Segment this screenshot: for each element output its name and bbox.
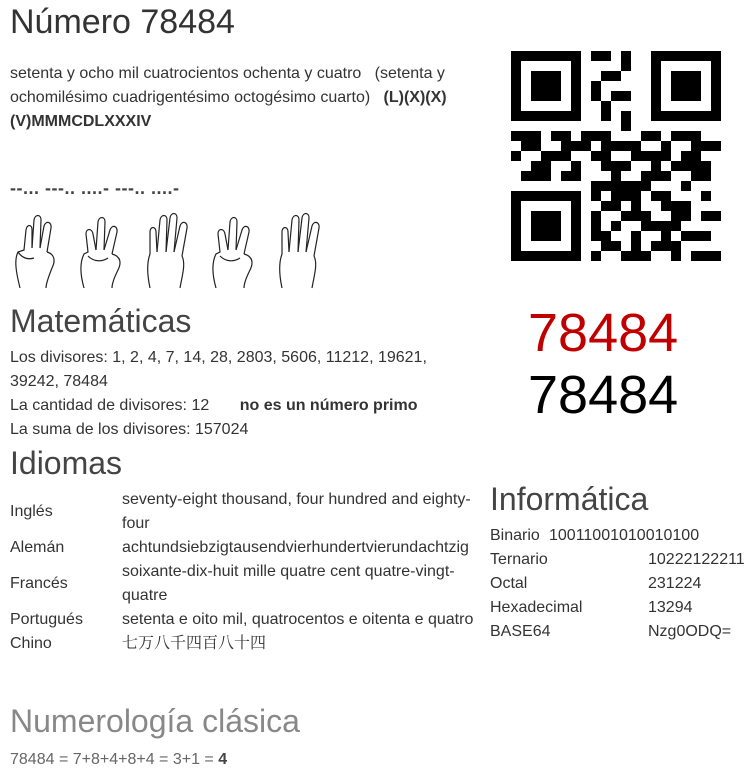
numerology-result: 4 [218, 751, 228, 768]
divisor-sum: La suma de los divisores: 157024 [10, 421, 249, 438]
prime-status: no es un número primo [239, 397, 418, 414]
base-label: Ternario [490, 551, 548, 568]
base-label: Binario [490, 527, 540, 544]
hand-digit-icon [76, 212, 126, 290]
language-row [10, 560, 480, 608]
language-text: 七万八千四百八十四 [122, 635, 267, 652]
language-text: setenta e oito mil, quatrocentos e oitenta e quatro [122, 611, 474, 628]
math-heading: Matemáticas [10, 303, 192, 339]
hand-digit-icon [10, 212, 60, 290]
base-label: BASE64 [490, 623, 551, 640]
base-value: 10011001010010100 [549, 527, 700, 544]
base-value: Nzg0ODQ= [648, 623, 732, 640]
numerology-sum: 78484 = 7+8+4+8+4 = 3+1 = [10, 751, 219, 768]
language-text: soixante-dix-huit mille quatre cent quatre-vingt-quatre [122, 563, 455, 604]
morse-code: --... ---.. ....- ---.. ....- [10, 178, 180, 198]
informatics-heading: Informática [490, 481, 649, 517]
base-value: 13294 [648, 599, 693, 616]
math-section [10, 346, 470, 442]
numerology-heading: Numerología clásica [10, 703, 300, 739]
number-in-words [10, 62, 470, 134]
hand-digit-icon [208, 212, 258, 290]
base-label: Hexadecimal [490, 599, 583, 616]
spanish-words: setenta y ocho mil cuatrocientos ochenta y cuatro [10, 65, 362, 82]
qr-code [511, 51, 721, 261]
sign-language-hands [10, 212, 324, 290]
language-text: achtundsiebzigtausendvierhundertvierundachtzig [122, 539, 469, 556]
base-label: Octal [490, 575, 528, 592]
hand-digit-icon [142, 212, 192, 290]
number-display-red: 78484 [528, 303, 679, 363]
base-value: 10222122211 [648, 551, 745, 568]
language-row [10, 608, 480, 632]
languages-table [10, 488, 480, 656]
languages-heading: Idiomas [10, 445, 123, 481]
language-name: Alemán [10, 539, 65, 556]
language-row [10, 488, 480, 536]
ordinal-words: (setenta y ochomilésimo cuadrigentésimo octogésimo cuarto) [10, 65, 445, 106]
roman-numeral: (L)(X)(X)(V)MMMCDLXXXIV [10, 89, 447, 130]
language-text: seventy-eight thousand, four hundred and eighty-four [122, 491, 471, 532]
page-title: Número 78484 [10, 3, 235, 41]
language-row [10, 536, 480, 560]
language-name: Portugués [10, 611, 83, 628]
divisors-list: Los divisores: 1, 2, 4, 7, 14, 28, 2803, 5606, 11212, 19621, 39242, 78484 [10, 349, 427, 390]
divisor-count: La cantidad de divisores: 12 [10, 397, 210, 414]
hand-digit-icon [274, 212, 324, 290]
language-name: Inglés [10, 503, 53, 520]
language-row [10, 632, 480, 656]
language-name: Francés [10, 575, 68, 592]
number-display-black: 78484 [528, 365, 679, 425]
base-value: 231224 [648, 575, 702, 592]
numerology-equation [10, 748, 227, 772]
language-name: Chino [10, 635, 52, 652]
